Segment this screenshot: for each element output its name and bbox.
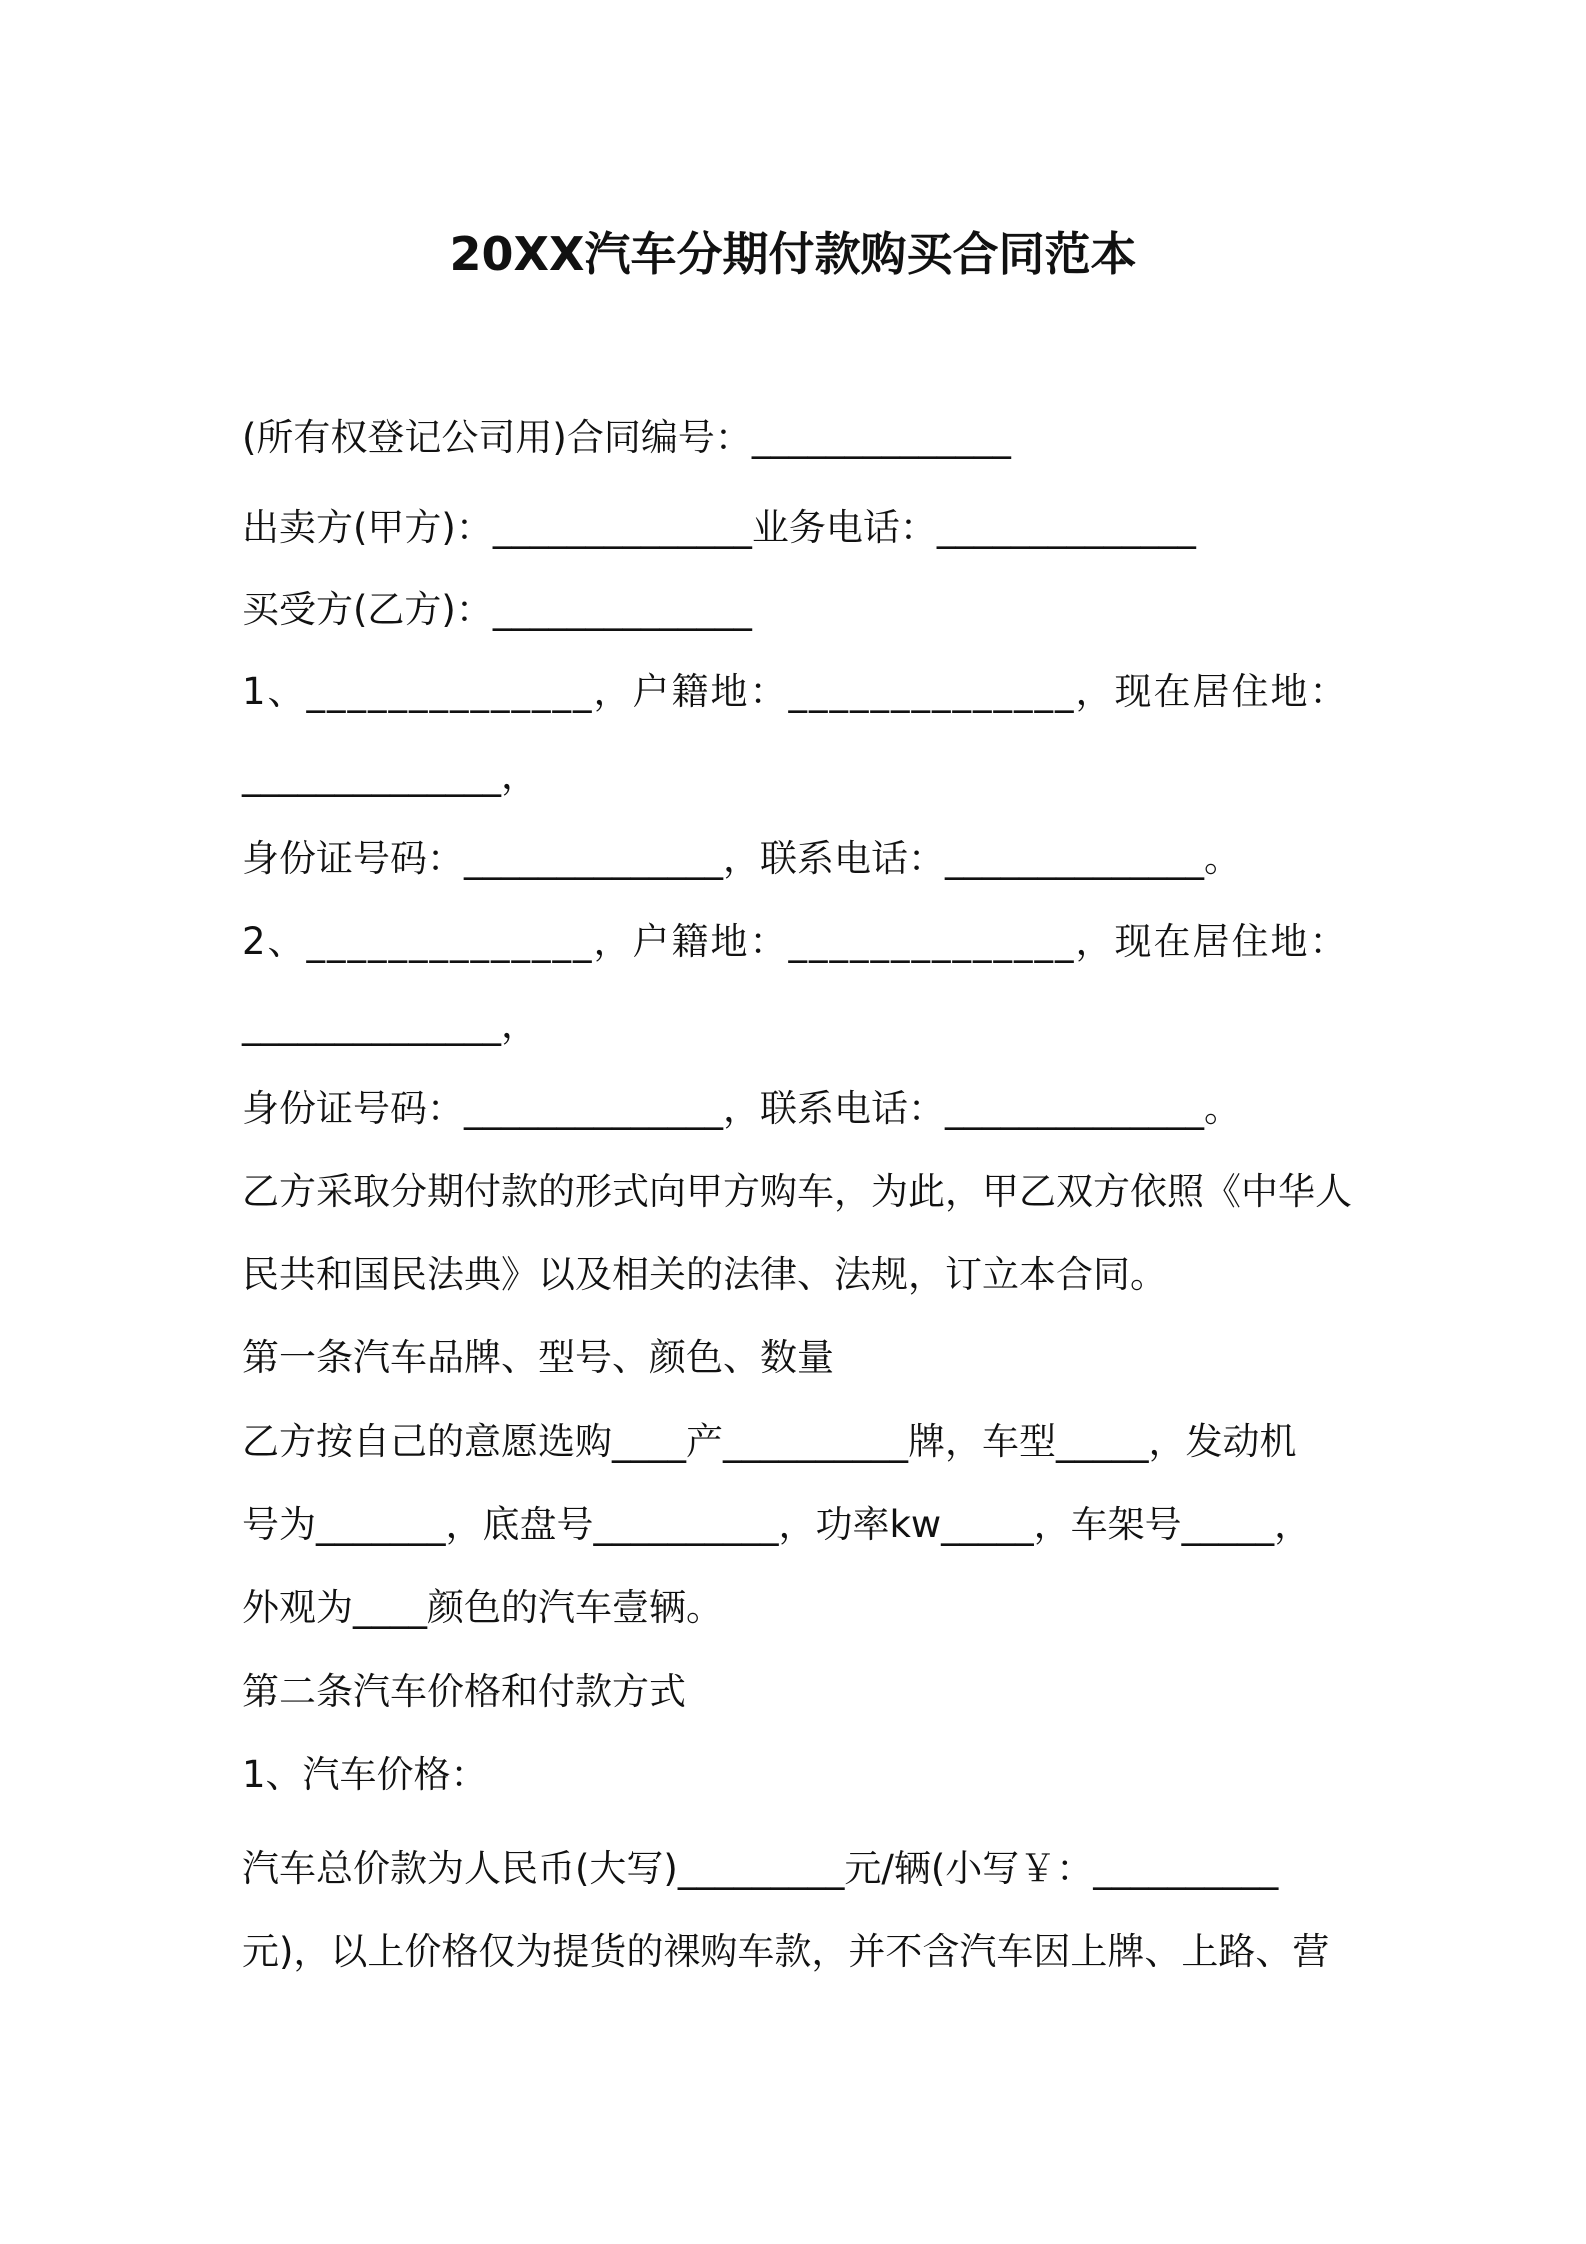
- paragraph-intro-line-2: 民共和国民法典》以及相关的法律、法规，订立本合同。: [242, 1253, 1167, 1296]
- article-2-line-2: 元)，以上价格仅为提货的裸购车款，并不含汽车因上牌、上路、营: [242, 1930, 1330, 1973]
- party-2-line: 2、______________，户籍地：______________，现在居住地：: [242, 920, 1349, 963]
- party-1-line: 1、______________，户籍地：______________，现在居住地：: [242, 670, 1349, 713]
- party-1-residence-line: ______________，: [242, 754, 538, 797]
- party-2-id-line: 身份证号码：______________，联系电话：______________。: [242, 1087, 1241, 1130]
- article-1-line-3: 外观为____颜色的汽车壹辆。: [242, 1586, 723, 1629]
- paragraph-intro-line-1: 乙方采取分期付款的形式向甲方购车，为此，甲乙双方依照《中华人: [242, 1170, 1352, 1213]
- article-1-heading: 第一条汽车品牌、型号、颜色、数量: [242, 1336, 834, 1379]
- document-title: 20XX汽车分期付款购买合同范本: [449, 227, 1137, 281]
- article-2-subheading-price: 1、汽车价格：: [242, 1753, 488, 1796]
- article-2-heading: 第二条汽车价格和付款方式: [242, 1670, 686, 1713]
- article-2-line-1: 汽车总价款为人民币(大写)_________元/辆(小写￥：__________: [242, 1847, 1279, 1890]
- article-1-line-1: 乙方按自己的意愿选购____产__________牌，车型_____，发动机: [242, 1420, 1297, 1463]
- party-2-residence-line: ______________，: [242, 1003, 538, 1046]
- seller-line: 出卖方(甲方)：______________业务电话：______________: [242, 506, 1196, 549]
- article-1-line-2: 号为_______，底盘号__________，功率kw_____，车架号_____，: [242, 1503, 1312, 1546]
- party-1-id-line: 身份证号码：______________，联系电话：______________。: [242, 837, 1241, 880]
- contract-number-line: (所有权登记公司用)合同编号：______________: [242, 416, 1011, 459]
- buyer-line: 买受方(乙方)：______________: [242, 588, 752, 631]
